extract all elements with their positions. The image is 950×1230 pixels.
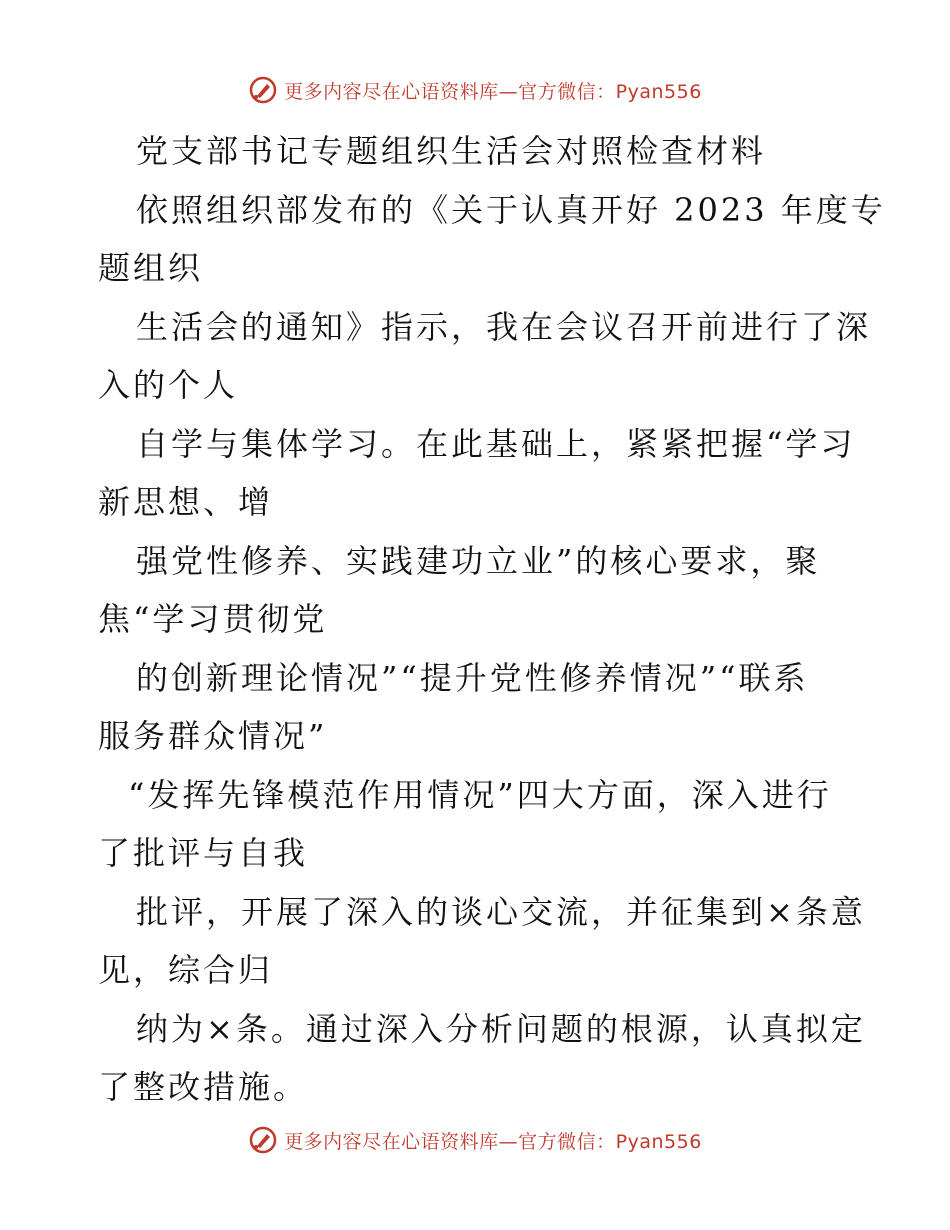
paragraph-line: 了批评与自我 [98, 834, 309, 872]
paragraph-line: 入的个人 [98, 366, 239, 404]
watermark-footer [0, 1120, 950, 1160]
paragraph-line: 了整改措施。 [98, 1068, 309, 1106]
pen-nib-logo-icon [248, 75, 278, 105]
paragraph-line: 依照组织部发布的《关于认真开好 2023 年度专 [136, 190, 886, 229]
paragraph-line: 题组织 [98, 249, 204, 287]
paragraph-line: 纳为×条。通过深入分析问题的根源，认真拟定 [136, 1009, 866, 1048]
document-title: 党支部书记专题组织生活会对照检查材料 [136, 132, 767, 170]
paragraph-line: 强党性修养、实践建功立业”的核心要求，聚 [136, 541, 821, 580]
paragraph-line: 服务群众情况” [98, 717, 328, 755]
paragraph-line: 批评，开展了深入的谈心交流，并征集到×条意 [136, 892, 866, 931]
watermark-header [0, 70, 950, 110]
paragraph-line: 自学与集体学习。在此基础上，紧紧把握“学习 [136, 424, 856, 463]
paragraph-line: 的创新理论情况”“提升党性修养情况”“联系 [136, 658, 809, 697]
watermark-text: 更多内容尽在心语资料库—官方微信：Pyan556 [284, 1130, 702, 1153]
paragraph-line: “发挥先锋模范作用情况”四大方面，深入进行 [128, 775, 832, 814]
paragraph-line: 焦“学习贯彻党 [98, 600, 328, 638]
document-body [98, 122, 886, 1117]
paragraph-line: 见，综合归 [98, 951, 274, 989]
pen-nib-logo-icon [248, 1125, 278, 1155]
watermark-text: 更多内容尽在心语资料库—官方微信：Pyan556 [284, 80, 702, 103]
paragraph-line: 新思想、增 [98, 483, 274, 521]
paragraph-line: 生活会的通知》指示，我在会议召开前进行了深 [136, 307, 872, 346]
